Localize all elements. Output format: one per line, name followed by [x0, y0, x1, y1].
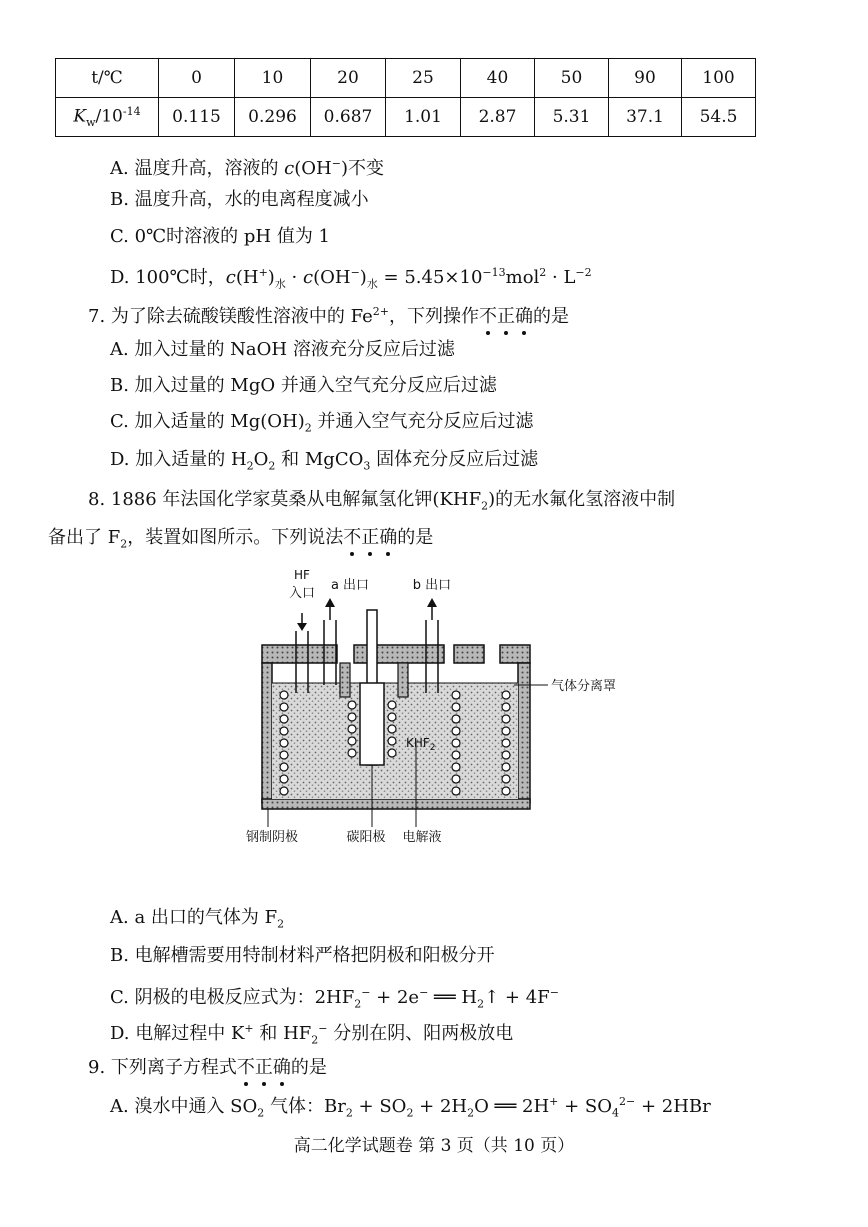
table-cell: 20: [311, 59, 386, 98]
inlet-label: 入口: [288, 586, 316, 601]
temp-header: t/℃: [56, 59, 159, 98]
table-cell: 90: [609, 59, 682, 98]
table-cell: 54.5: [682, 98, 756, 137]
table-cell: 5.31: [535, 98, 609, 137]
cathode-label: 钢制阴极: [245, 830, 299, 845]
table-cell: 0.296: [235, 98, 311, 137]
q7-stem: 7. 为了除去硫酸镁酸性溶液中的 $Fe^{2+}$，下列操作不正确的是: [88, 305, 569, 327]
table-cell: 100: [682, 59, 756, 98]
q6-option-d: D. 100℃时，$c(H^+)_水 \cdot c(OH^-)_水 = 5.45\times 10^{-13}mol^2 \cdot L^{-2}$: [110, 266, 592, 291]
table-cell: 40: [461, 59, 535, 98]
q6-option-c: C. 0℃时溶液的 pH 值为 1: [110, 226, 330, 247]
table-cell: 0.115: [159, 98, 235, 137]
table-cell: 10: [235, 59, 311, 98]
q6-option-a: A. 温度升高，溶液的 c(OH−)不变: [110, 157, 384, 179]
anode-label: 碳阳极: [346, 830, 386, 845]
a-outlet-label: a 出口: [330, 578, 370, 593]
table-row: [56, 98, 756, 137]
a-outlet-tube: [324, 598, 336, 685]
khf2-label: $KHF_2$: [406, 736, 436, 753]
separator-label: 气体分离罩: [551, 679, 617, 694]
table-cell: 0: [159, 59, 235, 98]
q6-option-b: B. 温度升高，水的电离程度减小: [110, 189, 369, 210]
q8-option-b: B. 电解槽需要用特制材料严格把阴极和阳极分开: [110, 945, 495, 966]
electrolyte-label: 电解液: [402, 830, 442, 845]
table-row: [56, 59, 756, 98]
q9-stem: 9. 下列离子方程式不正确的是: [88, 1057, 327, 1078]
page-footer: 高二化学试题卷 第 3 页（共 10 页）: [293, 1136, 575, 1156]
q7-option-d: D. 加入适量的 $H_2O_2$ 和 MgCO$_3$ 固体充分反应后过滤: [110, 449, 539, 473]
q8-option-c: C. 阴极的电极反应式为：$2HF_2^- + 2e^-$ ══ $H_2↑ + 4F^-$: [110, 986, 559, 1011]
table-cell: 2.87: [461, 98, 535, 137]
q8-stem-line1: 8. 1886 年法国化学家莫桑从电解氟氢化钾$(KHF_2)$的无水氟化氢溶液中制: [88, 489, 676, 513]
table-cell: 0.687: [311, 98, 386, 137]
kw-header: $K_w/10^{-14}$: [56, 98, 159, 137]
q9-option-a: A. 溴水中通入 $SO_2$ 气体：$Br_2 + SO_2 + 2H_2O$ ══ $2H^+ + SO_4^{2-} + 2HBr$: [110, 1095, 711, 1120]
table-cell: 1.01: [386, 98, 461, 137]
q8-option-d: D. 电解过程中 K+ 和 $HF_2^-$ 分别在阴、阳两极放电: [110, 1022, 514, 1047]
cell-lid: [262, 645, 530, 663]
table-cell: 37.1: [609, 98, 682, 137]
q7-option-b: B. 加入过量的 MgO 并通入空气充分反应后过滤: [110, 375, 497, 396]
table-cell: 50: [535, 59, 609, 98]
electrolysis-diagram: [230, 565, 617, 855]
q8-option-a: A. a 出口的气体为 $F_2$: [110, 907, 285, 931]
hf-label: HF: [294, 568, 310, 582]
q7-option-c: C. 加入适量的 $Mg(OH)_2$ 并通入空气充分反应后过滤: [110, 411, 534, 435]
b-outlet-label: b 出口: [412, 578, 452, 593]
q7-option-a: A. 加入过量的 NaOH 溶液充分反应后过滤: [110, 339, 455, 360]
q8-stem-line2: 备出了 $F_2$，装置如图所示。下列说法不正确的是: [48, 527, 434, 551]
kw-table: [55, 58, 756, 137]
table-cell: 25: [386, 59, 461, 98]
